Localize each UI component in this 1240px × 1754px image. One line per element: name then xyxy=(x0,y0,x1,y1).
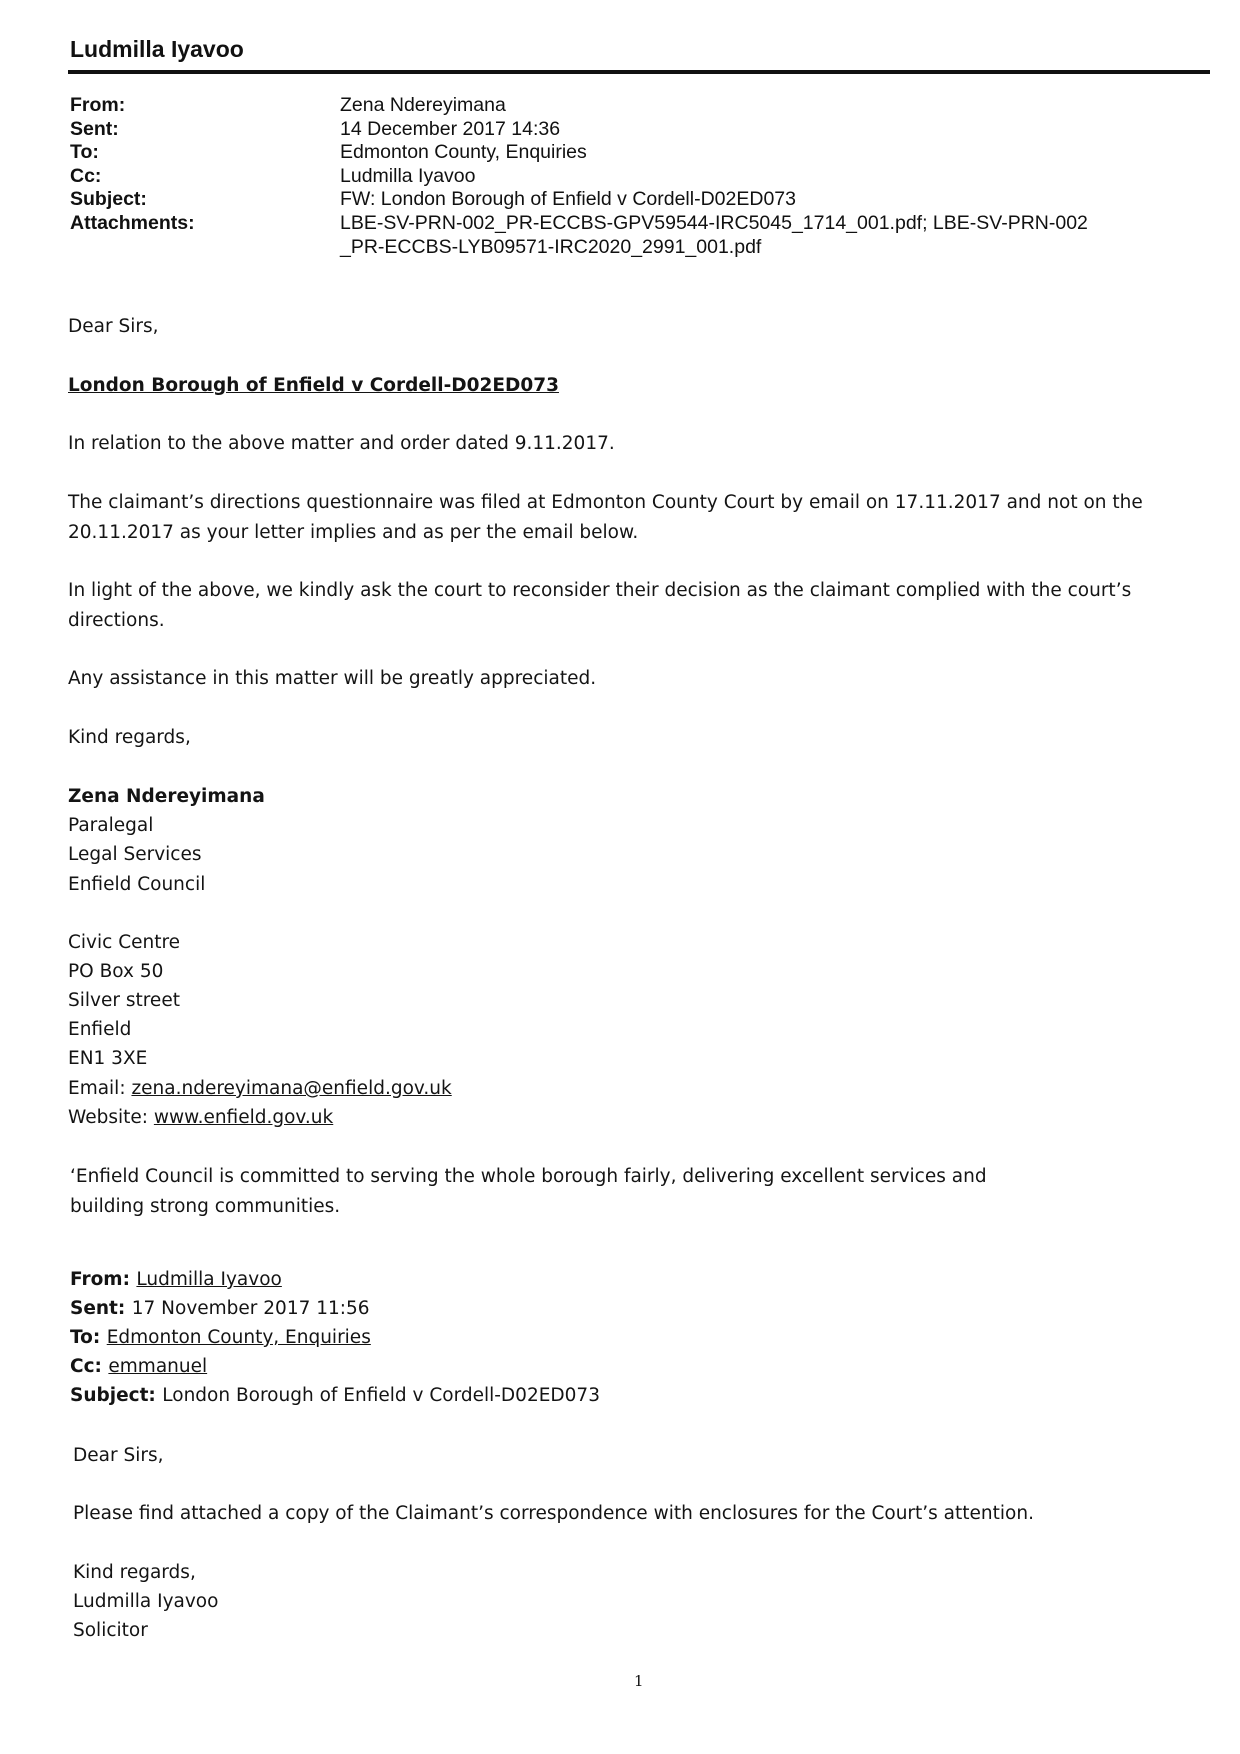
header-row-to xyxy=(70,141,1190,165)
header-divider xyxy=(68,70,1210,74)
fwd-to-row xyxy=(70,1323,371,1353)
header-row-from xyxy=(70,94,1190,118)
fwd-to-link[interactable]: Edmonton County, Enquiries xyxy=(106,1327,371,1348)
fwd-sent-value: 17 November 2017 11:56 xyxy=(131,1298,370,1319)
email-link[interactable]: zena.ndereyimana@enfield.gov.uk xyxy=(131,1078,452,1099)
to-label: To: xyxy=(70,141,99,164)
attachments-value xyxy=(340,212,1190,259)
paragraph: The claimant’s directions questionnaire was filed at Edmonton County Court by email on 17.11.2017 and not on the xyxy=(68,492,1143,513)
fwd-subject-row xyxy=(70,1381,600,1411)
fwd-subject-label: Subject: xyxy=(70,1385,163,1406)
fwd-body: Please find attached a copy of the Claimant’s correspondence with enclosures for the Court’s attention. xyxy=(73,1503,1034,1524)
header-row-attachments xyxy=(70,212,1190,259)
attachments-label: Attachments: xyxy=(70,211,195,234)
paragraph: Any assistance in this matter will be greatly appreciated. xyxy=(68,668,597,689)
subject-value: FW: London Borough of Enfield v Cordell-D02ED073 xyxy=(340,188,796,211)
email-label: Email: xyxy=(68,1078,132,1099)
address-line: Enfield xyxy=(68,1019,132,1040)
fwd-to-label: To: xyxy=(70,1327,107,1348)
greeting: Dear Sirs, xyxy=(68,316,159,337)
fwd-cc-link[interactable]: emmanuel xyxy=(108,1356,208,1377)
cc-label: Cc: xyxy=(70,164,102,187)
fwd-greeting: Dear Sirs, xyxy=(73,1445,164,1466)
paragraph: In relation to the above matter and order dated 9.11.2017. xyxy=(68,433,615,454)
page-number: 1 xyxy=(634,1672,644,1690)
email-header xyxy=(70,94,1190,259)
fwd-sender-title: Solicitor xyxy=(73,1620,148,1641)
fwd-from-row xyxy=(70,1265,282,1295)
to-value: Edmonton County, Enquiries xyxy=(340,141,587,164)
address-line: Silver street xyxy=(68,990,180,1011)
paragraph: 20.11.2017 as your letter implies and as per the email below. xyxy=(68,522,639,543)
fwd-cc-row xyxy=(70,1352,207,1382)
matter-heading: London Borough of Enfield v Cordell-D02ED073 xyxy=(68,375,559,396)
sent-value: 14 December 2017 14:36 xyxy=(340,117,561,140)
fwd-sent-row xyxy=(70,1294,370,1324)
signature-department: Legal Services xyxy=(68,844,202,865)
paragraph: In light of the above, we kindly ask the court to reconsider their decision as the claimant complied with the court’s xyxy=(68,580,1132,601)
closing: Kind regards, xyxy=(68,727,191,748)
cc-value: Ludmilla Iyavoo xyxy=(340,164,476,187)
address-line: PO Box 50 xyxy=(68,961,164,982)
fwd-from-link[interactable]: Ludmilla Iyavoo xyxy=(136,1269,282,1290)
website-line xyxy=(68,1103,333,1133)
signature-title: Paralegal xyxy=(68,815,154,836)
fwd-sent-label: Sent: xyxy=(70,1298,132,1319)
from-label: From: xyxy=(70,94,126,116)
website-link[interactable]: www.enfield.gov.uk xyxy=(153,1107,334,1128)
mailbox-owner-name: Ludmilla Iyavoo xyxy=(70,36,244,62)
signature-organisation: Enfield Council xyxy=(68,874,206,895)
fwd-subject-value: London Borough of Enfield v Cordell-D02ED073 xyxy=(162,1385,600,1406)
email-line xyxy=(68,1074,452,1104)
address-line: EN1 3XE xyxy=(68,1048,148,1069)
fwd-cc-label: Cc: xyxy=(70,1356,109,1377)
sent-label: Sent: xyxy=(70,117,119,140)
tagline: building strong communities. xyxy=(70,1196,341,1217)
fwd-sender-name: Ludmilla Iyavoo xyxy=(73,1591,219,1612)
header-row-cc xyxy=(70,165,1190,189)
signature-name: Zena Ndereyimana xyxy=(68,786,265,807)
subject-label: Subject: xyxy=(70,188,147,211)
paragraph: directions. xyxy=(68,610,165,631)
attachment-file-line[interactable]: LBE-SV-PRN-002_PR-ECCBS-GPV59544-IRC5045_1714_001.pdf; LBE-SV-PRN-002 xyxy=(340,211,1088,234)
website-label: Website: xyxy=(68,1107,154,1128)
header-row-sent xyxy=(70,118,1190,142)
attachment-file-line[interactable]: _PR-ECCBS-LYB09571-IRC2020_2991_001.pdf xyxy=(340,235,762,258)
tagline: ‘Enfield Council is committed to serving the whole borough fairly, delivering excellent services and xyxy=(70,1166,987,1187)
fwd-closing: Kind regards, xyxy=(73,1562,196,1583)
from-value: Zena Ndereyimana xyxy=(340,94,506,116)
address-line: Civic Centre xyxy=(68,932,181,953)
header-row-subject xyxy=(70,188,1190,212)
fwd-from-label: From: xyxy=(70,1269,137,1290)
